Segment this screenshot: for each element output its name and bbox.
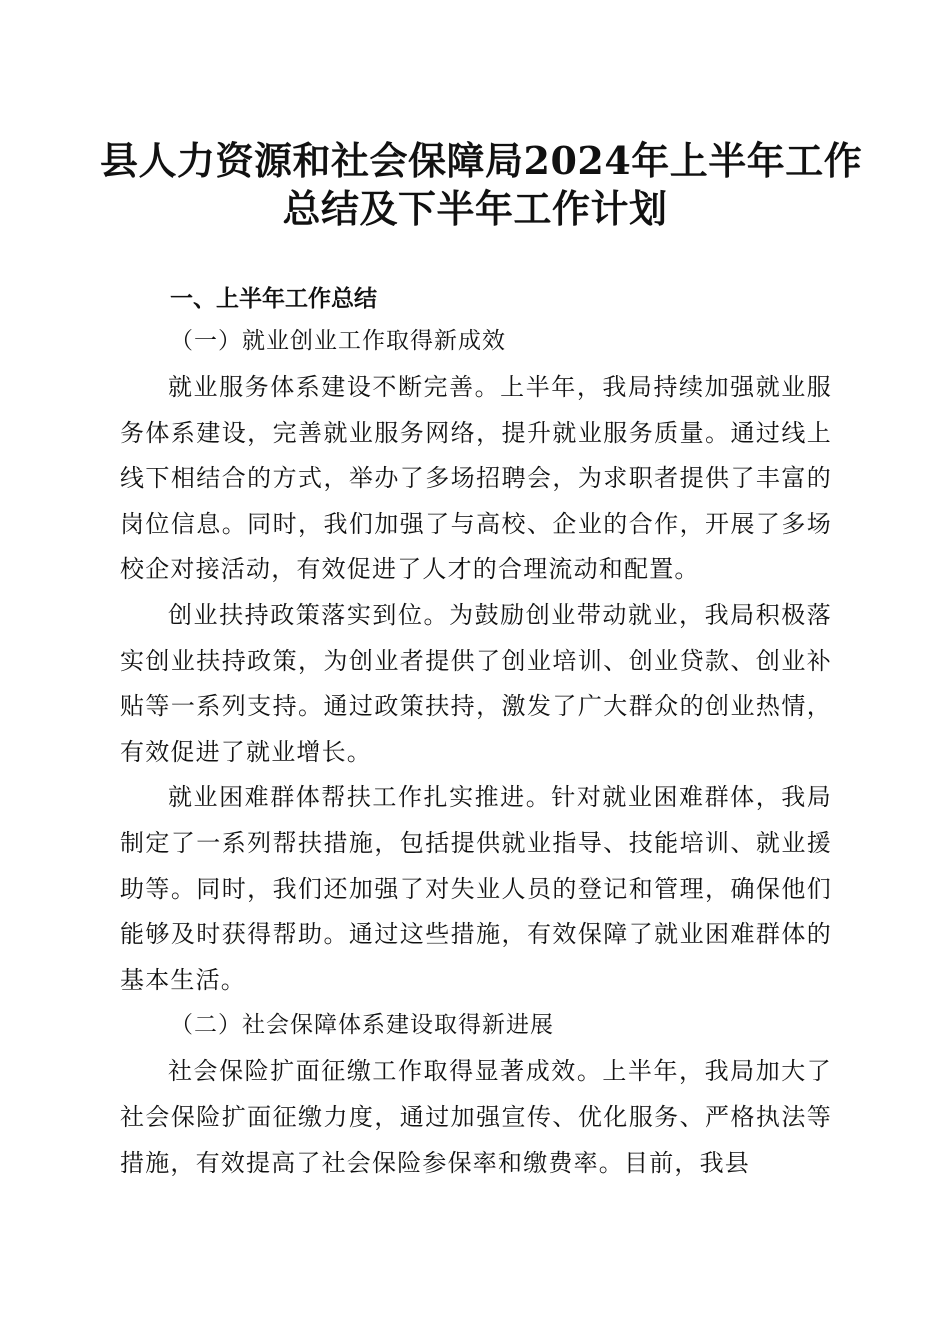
subsection-heading-1: （一）就业创业工作取得新成效 xyxy=(170,328,506,354)
document-body xyxy=(120,283,832,1186)
paragraph-social-insurance: 社会保险扩面征缴工作取得显著成效。上半年，我局加大了社会保险扩面征缴力度，通过加强宣传、优化服务、严格执法等措施，有效提高了社会保险参保率和缴费率。目前，我县 xyxy=(120,1057,832,1177)
section-heading-1: 一、上半年工作总结 xyxy=(170,286,377,312)
paragraph-employment-service: 就业服务体系建设不断完善。上半年，我局持续加强就业服务体系建设，完善就业服务网络，提升就业服务质量。通过线上线下相结合的方式，举办了多场招聘会，为求职者提供了丰富的岗位信息。同时，我们加强了与高校、企业的合作，开展了多场校企对接活动，有效促进了人才的合理流动和配置。 xyxy=(120,373,832,584)
subsection-heading-2: （二）社会保障体系建设取得新进展 xyxy=(170,1012,554,1039)
document-title xyxy=(100,137,863,233)
paragraph-entrepreneurship-support: 创业扶持政策落实到位。为鼓励创业带动就业，我局积极落实创业扶持政策，为创业者提供了创业培训、创业贷款、创业补贴等一系列支持。通过政策扶持，激发了广大群众的创业热情，有效促进了就业增长。 xyxy=(120,600,832,766)
title-line-2: 总结及下半年工作计划 xyxy=(282,186,668,231)
paragraph-difficult-groups: 就业困难群体帮扶工作扎实推进。针对就业困难群体，我局制定了一系列帮扶措施，包括提供就业指导、技能培训、就业援助等。同时，我们还加强了对失业人员的登记和管理，确保他们能够及时获得帮助。通过这些措施，有效保障了就业困难群体的基本生活。 xyxy=(120,783,832,994)
title-line-1: 县人力资源和社会保障局2024年上半年工作 xyxy=(100,138,863,183)
